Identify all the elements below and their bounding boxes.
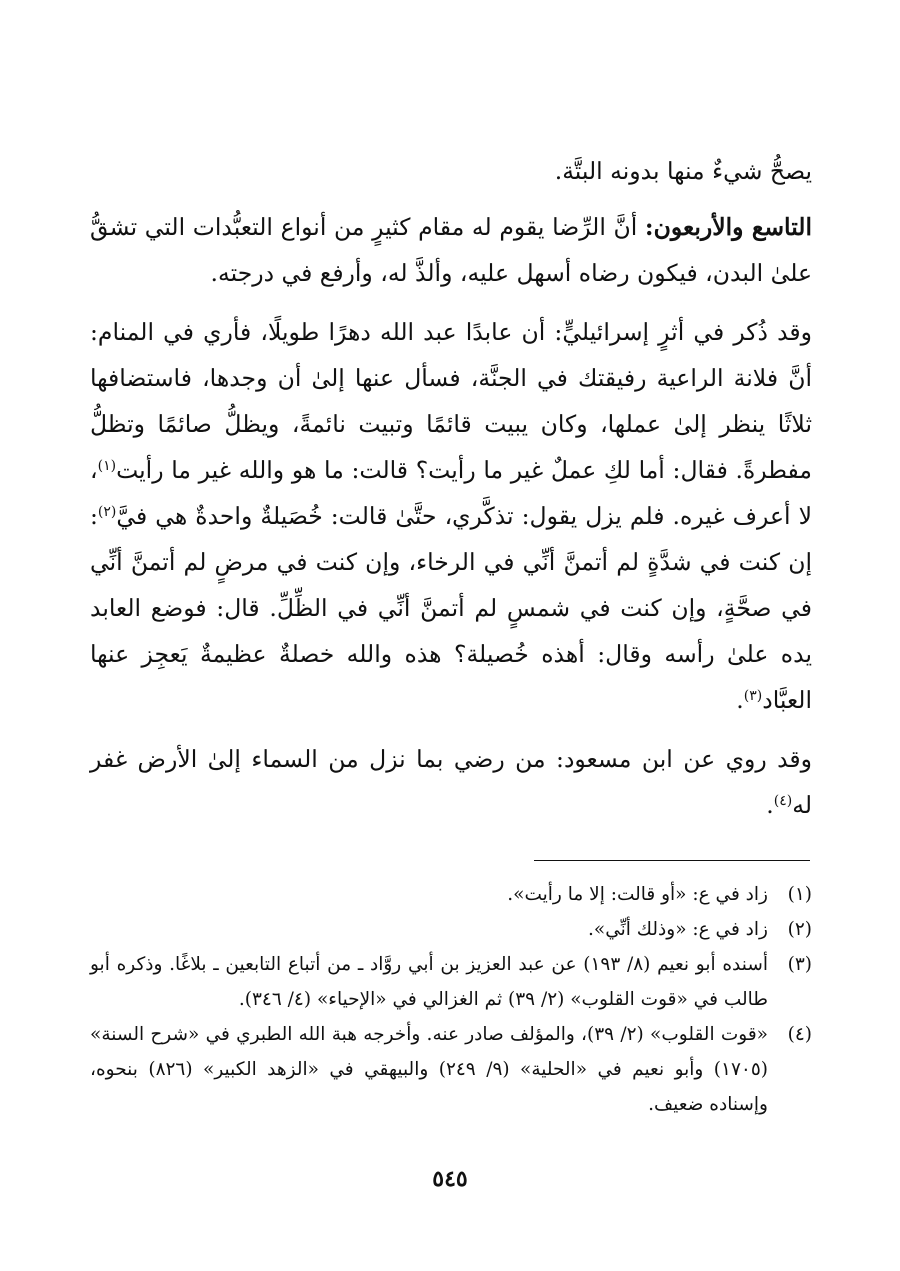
footnote-1 [90,877,812,912]
paragraph-text: . [766,791,774,819]
footnote-number: (٤) [787,1024,812,1045]
paragraph-israelite-narration [90,309,812,723]
footnote-ref-1: (١) [97,458,117,474]
paragraph-ibn-masud [90,736,812,828]
footnote-ref-3: (٣) [743,688,763,704]
main-text [90,148,812,841]
page-number: ٥٤٥ [432,1166,468,1192]
footnote-3 [90,947,812,1017]
paragraph-point-49 [90,204,812,296]
footnote-number: (٣) [787,954,812,975]
footnote-number: (١) [787,884,812,905]
point-heading: التاسع والأربعون: [644,213,812,241]
footnote-text: «قوت القلوب» (٢/ ٣٩)، والمؤلف صادر عنه. وأخرجه هبة الله الطبري في «شرح السنة» (١٧٠٥) وأبو نعيم في «الحلية» (٩/ ٢٤٩) والبيهقي في «الزهد الكبير» (٨٢٦) بنحوه، وإسناده ضعيف. [90,1024,768,1115]
footnote-4 [90,1017,812,1122]
paragraph-text: وقد ذُكر في أثرٍ إسرائيليٍّ: أن عابدًا عبد الله دهرًا طويلًا، فأري في المنام: أنَّ فلانة الراعية رفيقتك في الجنَّة، فسأل عنها إلىٰ أن وجدها، فاستضافها ثلاثًا ينظر إلىٰ عملها، وكان يبيت قائمًا وتبيت نائمةً، ويظلُّ صائمًا وتظلُّ مفطرةً. فقال: أما لكِ عملٌ غير ما رأيت؟ قالت: ما هو والله غير ما رأيت [90,318,812,484]
footnote-separator [534,860,810,861]
footnote-2 [90,912,812,947]
paragraph-text: : إن كنت في شدَّةٍ لم أتمنَّ أنِّي في الرخاء، وإن كنت في مرضٍ لم أتمنَّ أنِّي في صحَّةٍ، وإن كنت في شمسٍ لم أتمنَّ أنِّي في الظِّلِّ. قال: فوضع العابد يده علىٰ رأسه وقال: أهذه خُصيلة؟ هذه والله خصلةٌ عظيمةٌ يَعجِز عنها العبَّاد [90,502,812,714]
paragraph-continuation [90,148,812,194]
footnote-ref-4: (٤) [773,793,793,809]
footnote-ref-2: (٢) [97,504,117,520]
footnotes [90,877,812,1122]
paragraph-text: ، لا أعرف غيره. فلم يزل يقول: تذكَّري، حتَّىٰ قالت: خُصَيلةٌ واحدةٌ هي فيَّ [90,456,812,530]
footnote-number: (٢) [787,919,812,940]
paragraph-text: أنَّ الرِّضا يقوم له مقام كثيرٍ من أنواع التعبُّدات التي تشقُّ علىٰ البدن، فيكون رضاه أسهل عليه، وألذَّ له، وأرفع في درجته. [90,213,812,287]
footnote-text: زاد في ع: «أو قالت: إلا ما رأيت». [507,884,768,905]
paragraph-text: يصحُّ شيءٌ منها بدونه البتَّة. [554,157,812,185]
footnote-text: زاد في ع: «وذلك أنِّي». [588,919,768,940]
paragraph-text: . [736,686,744,714]
paragraph-text: وقد روي عن ابن مسعود: من رضي بما نزل من السماء إلىٰ الأرض غفر له [90,745,812,819]
footnote-text: أسنده أبو نعيم (٨/ ١٩٣) عن عبد العزيز بن أبي روَّاد ـ من أتباع التابعين ـ بلاغًا. وذكره أبو طالب في «قوت القلوب» (٢/ ٣٩) ثم الغزالي في «الإحياء» (٤/ ٣٤٦). [90,954,768,1010]
